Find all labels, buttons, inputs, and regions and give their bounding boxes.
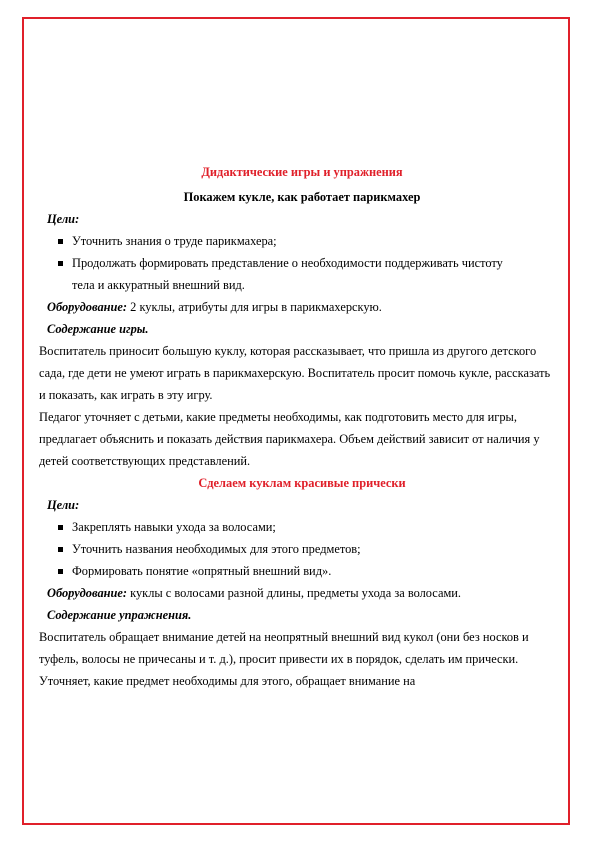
game2-equipment xyxy=(47,582,557,604)
document-body xyxy=(39,161,557,692)
game2-goals-label: Цели: xyxy=(47,498,80,512)
paragraph: Воспитатель обращает внимание детей на неопрятный внешний вид кукол (они без носков и туфель, волосы не причесаны и т. д.), просит привести их в порядок, сделать им прически. Уточняет, какие предмет необходимы для этого, обращает внимание на xyxy=(39,630,529,688)
game1-goals-label: Цели: xyxy=(47,212,80,226)
game1-equipment xyxy=(47,296,557,318)
list-item: Формировать понятие «опрятный внешний вид». xyxy=(53,560,557,582)
section-title: Дидактические игры и упражнения xyxy=(201,165,403,179)
paragraph: Воспитатель приносит большую куклу, которая рассказывает, что пришла из другого детского сада, где дети не умеют играть в парикмахерскую. Воспитатель просит помочь кукле, рассказать и показать, как играть в эту игру. xyxy=(39,344,551,402)
game1-content-label: Содержание игры. xyxy=(47,322,149,336)
game1-title: Покажем кукле, как работает парикмахер xyxy=(183,190,421,204)
list-item: Закреплять навыки ухода за волосами; xyxy=(53,516,557,538)
equipment-text: куклы с волосами разной длины, предметы ухода за волосами. xyxy=(127,586,462,600)
equipment-text: 2 куклы, атрибуты для игры в парикмахерскую. xyxy=(127,300,382,314)
game2-goals-list xyxy=(47,516,557,582)
list-item: Уточнить названия необходимых для этого предметов; xyxy=(53,538,557,560)
game2-title: Сделаем куклам красивые прически xyxy=(198,476,406,490)
equipment-label: Оборудование: xyxy=(47,300,128,314)
paragraph: Педагог уточняет с детьми, какие предметы необходимы, как подготовить место для игры, предлагает объяснить и показать действия парикмахера. Объем действий зависит от наличия у детей соответствующих представлений. xyxy=(39,410,540,468)
list-item: Продолжать формировать представление о необходимости поддерживать чистоту тела и аккуратный внешний вид. xyxy=(53,252,557,296)
game2-content-label: Содержание упражнения. xyxy=(47,608,192,622)
list-item: Уточнить знания о труде парикмахера; xyxy=(53,230,557,252)
equipment-label: Оборудование: xyxy=(47,586,128,600)
game1-goals-list xyxy=(47,230,557,296)
